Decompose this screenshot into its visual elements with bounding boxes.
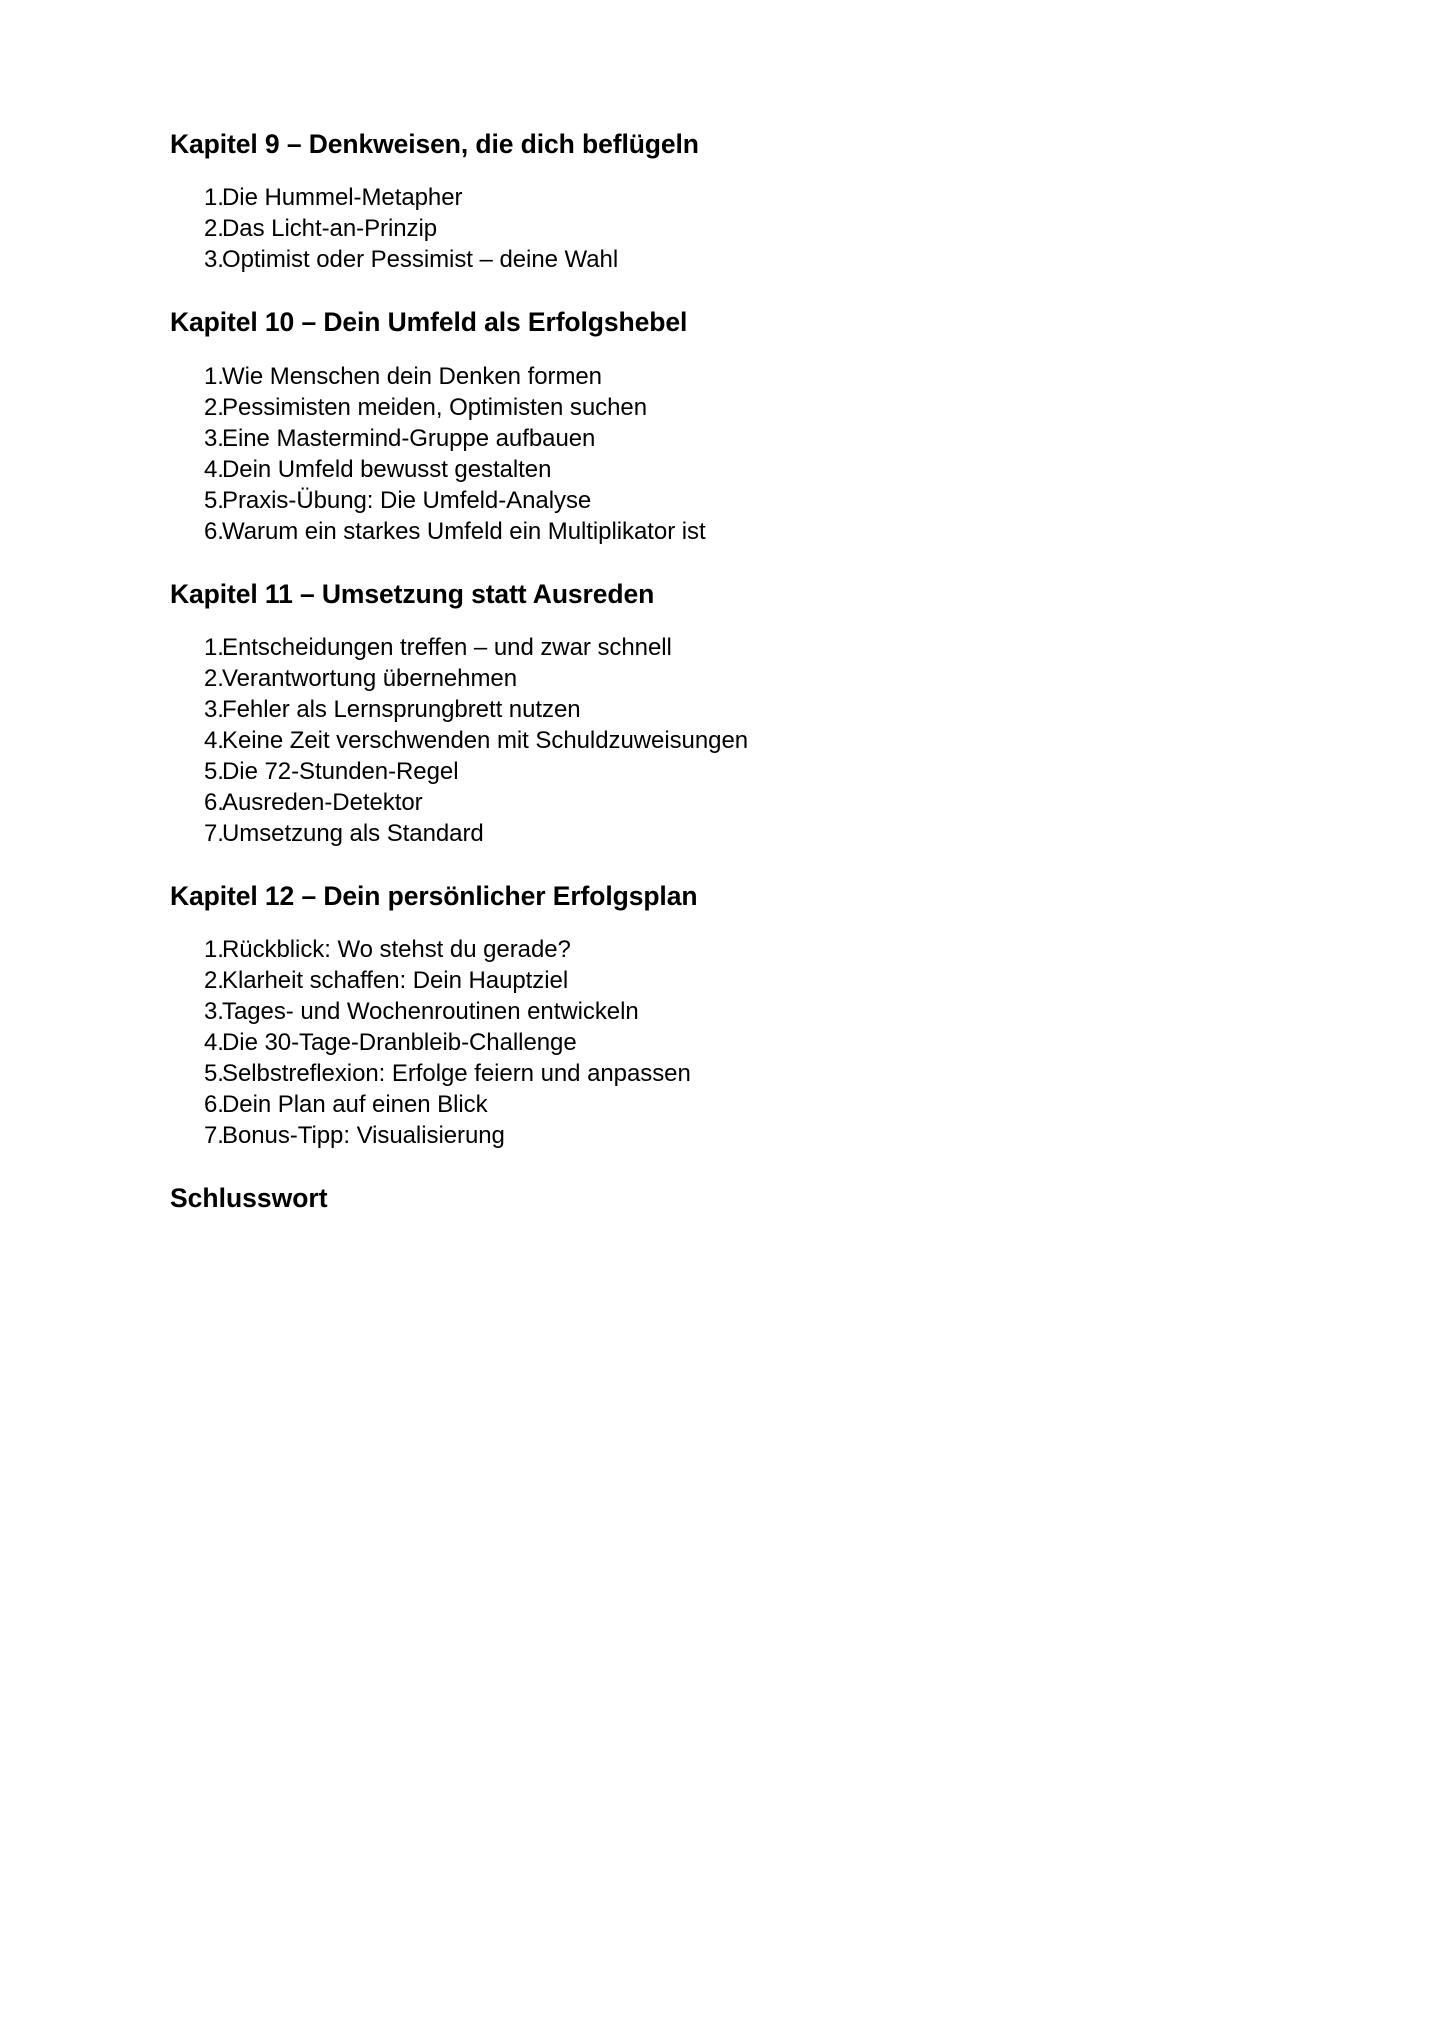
chapter-section-11	[170, 578, 1230, 846]
list-item-label: Tages- und Wochenroutinen entwickeln	[222, 998, 639, 1026]
list-marker: 7.	[204, 819, 224, 847]
list-item	[170, 695, 1230, 723]
chapter-heading-12: Kapitel 12 – Dein persönlicher Erfolgsplan	[170, 880, 698, 911]
section-gap	[170, 279, 1230, 306]
list-item	[170, 186, 1230, 210]
list-marker: 2.	[204, 393, 224, 421]
section-gap	[170, 853, 1230, 880]
list-item	[170, 788, 1230, 816]
list-item	[170, 819, 1230, 847]
list-item	[170, 726, 1230, 754]
list-item-label: Die Hummel-Metapher	[222, 184, 463, 212]
list-marker: 1.	[204, 936, 224, 964]
section-gap	[170, 1155, 1230, 1182]
list-marker: 3.	[204, 695, 224, 723]
list-item-label: Keine Zeit verschwenden mit Schuldzuweisungen	[222, 726, 749, 754]
list-item	[170, 362, 1230, 390]
list-item-label: Selbstreflexion: Erfolge feiern und anpassen	[222, 1060, 691, 1088]
list-item	[170, 517, 1230, 545]
list-item-label: Rückblick: Wo stehst du gerade?	[222, 936, 571, 964]
list-marker: 3.	[204, 246, 224, 274]
list-item-label: Praxis-Übung: Die Umfeld-Analyse	[222, 486, 592, 514]
list-marker: 2.	[204, 664, 224, 692]
list-marker: 6.	[204, 517, 224, 545]
chapter-heading-11: Kapitel 11 – Umsetzung statt Ausreden	[170, 578, 655, 609]
list-item	[170, 455, 1230, 483]
closing-heading: Schlusswort	[170, 1183, 328, 1214]
list-marker: 3.	[204, 998, 224, 1026]
list-item-label: Eine Mastermind-Gruppe aufbauen	[222, 424, 596, 452]
chapter-section-12	[170, 880, 1230, 1148]
chapter-section-9	[170, 128, 1230, 272]
list-item-label: Die 30-Tage-Dranbleib-Challenge	[222, 1029, 577, 1057]
list-item	[170, 938, 1230, 962]
chapter-heading-9: Kapitel 9 – Denkweisen, die dich beflügeln	[170, 129, 699, 159]
list-item-label: Dein Umfeld bewusst gestalten	[222, 455, 552, 483]
list-item	[170, 1000, 1230, 1024]
list-item-label: Die 72-Stunden-Regel	[222, 757, 459, 785]
list-item	[170, 633, 1230, 661]
chapter-list-10	[170, 362, 1230, 545]
list-marker: 7.	[204, 1122, 224, 1150]
list-item	[170, 1031, 1230, 1055]
list-item-label: Optimist oder Pessimist – deine Wahl	[222, 246, 619, 274]
list-item	[170, 393, 1230, 421]
list-marker: 6.	[204, 1091, 224, 1119]
list-marker: 5.	[204, 757, 224, 785]
list-item	[170, 969, 1230, 993]
list-item	[170, 248, 1230, 272]
list-item-label: Klarheit schaffen: Dein Hauptziel	[222, 967, 569, 995]
list-marker: 4.	[204, 1029, 224, 1057]
list-marker: 2.	[204, 967, 224, 995]
list-item	[170, 664, 1230, 692]
list-item-label: Entscheidungen treffen – und zwar schnell	[222, 633, 672, 661]
list-marker: 1.	[204, 362, 224, 390]
list-marker: 4.	[204, 726, 224, 754]
list-marker: 4.	[204, 455, 224, 483]
chapter-list-11	[170, 633, 1230, 847]
list-item	[170, 217, 1230, 241]
list-marker: 1.	[204, 184, 224, 212]
list-item-label: Umsetzung als Standard	[222, 819, 484, 847]
list-item	[170, 486, 1230, 514]
list-item-label: Wie Menschen dein Denken formen	[222, 362, 602, 390]
list-marker: 1.	[204, 633, 224, 661]
chapter-section-10	[170, 306, 1230, 543]
list-item-label: Fehler als Lernsprungbrett nutzen	[222, 695, 581, 723]
chapter-list-12	[170, 938, 1230, 1148]
chapter-heading-10: Kapitel 10 – Dein Umfeld als Erfolgshebel	[170, 307, 688, 338]
list-item	[170, 1124, 1230, 1148]
list-marker: 2.	[204, 215, 224, 243]
list-marker: 6.	[204, 788, 224, 816]
list-marker: 3.	[204, 424, 224, 452]
list-item	[170, 757, 1230, 785]
list-item	[170, 1062, 1230, 1086]
list-item	[170, 1093, 1230, 1117]
list-item	[170, 424, 1230, 452]
list-item-label: Das Licht-an-Prinzip	[222, 215, 438, 243]
chapter-list-9	[170, 186, 1230, 272]
list-item-label: Warum ein starkes Umfeld ein Multiplikator ist	[222, 517, 706, 545]
list-marker: 5.	[204, 486, 224, 514]
list-item-label: Ausreden-Detektor	[222, 788, 423, 816]
list-item-label: Pessimisten meiden, Optimisten suchen	[222, 393, 648, 421]
section-gap	[170, 551, 1230, 578]
list-item-label: Bonus-Tipp: Visualisierung	[222, 1122, 505, 1150]
list-marker: 5.	[204, 1060, 224, 1088]
list-item-label: Verantwortung übernehmen	[222, 664, 518, 692]
document-content	[170, 128, 1230, 1215]
list-item-label: Dein Plan auf einen Blick	[222, 1091, 488, 1119]
